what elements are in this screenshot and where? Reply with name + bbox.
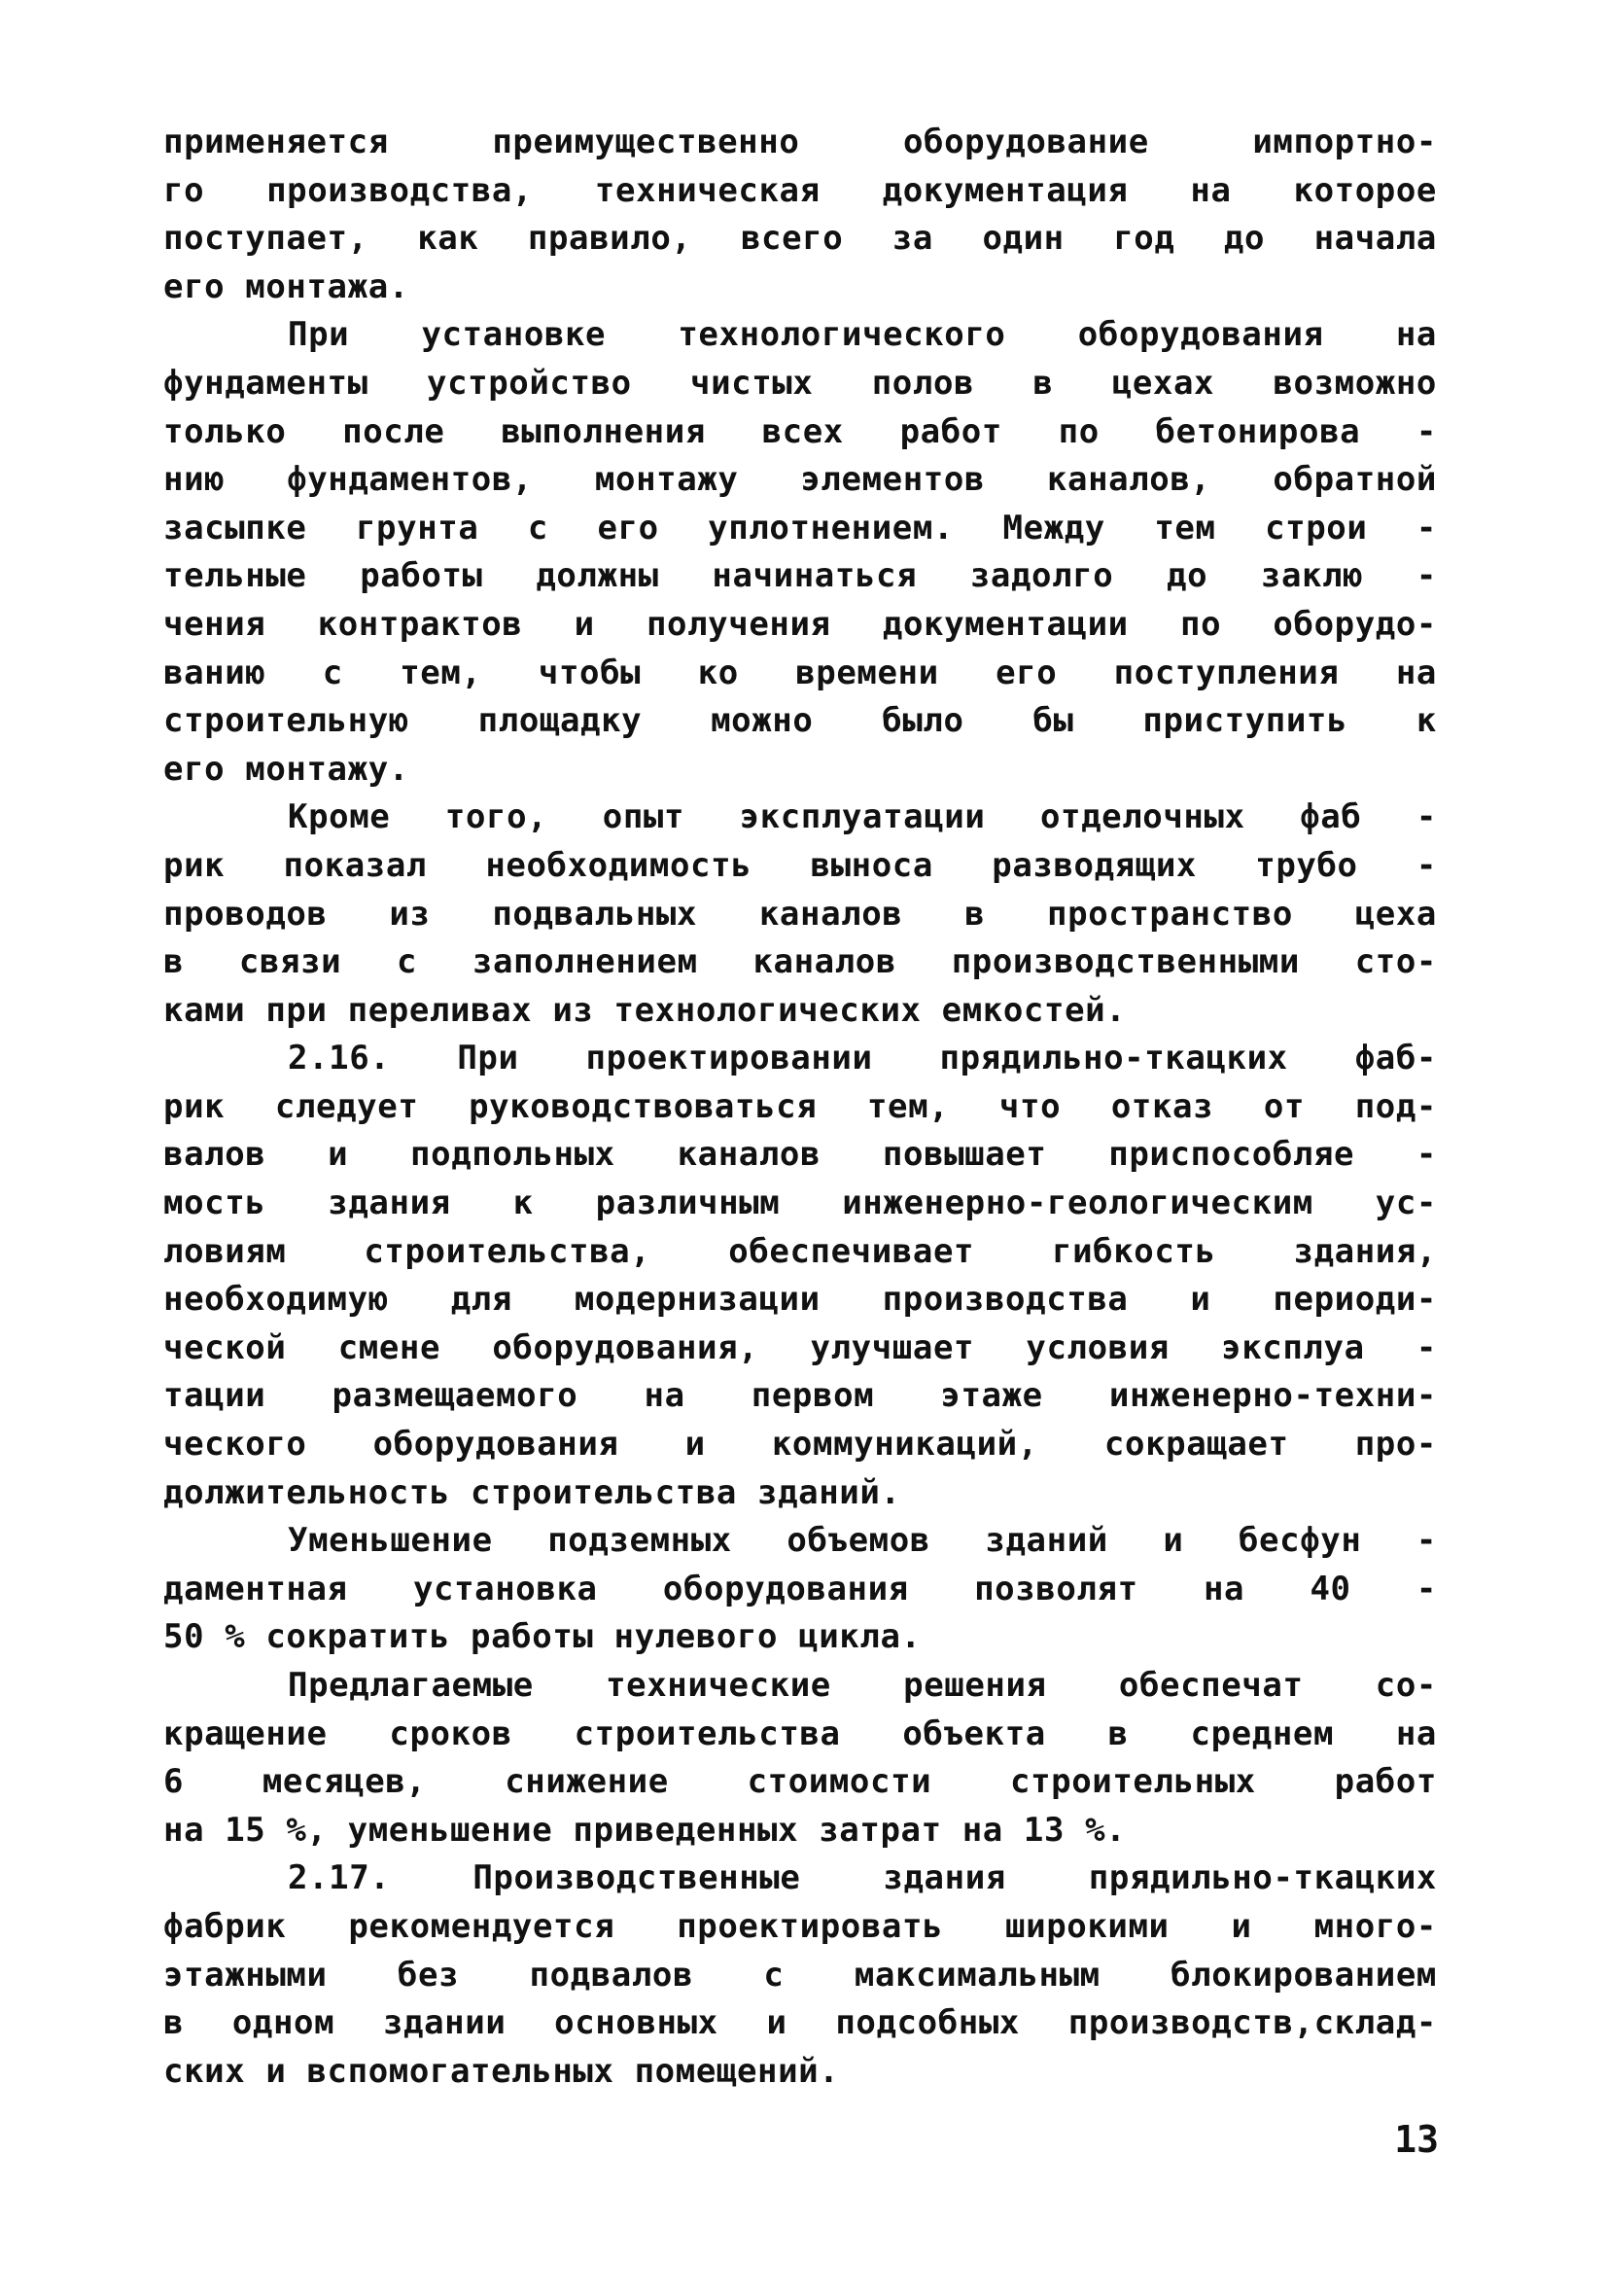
text-line: мость здания к различным инженерно-геологическим ус- xyxy=(163,1183,1437,1223)
text-line: ских и вспомогательных помещений. xyxy=(163,2051,840,2091)
text-line: в связи с заполнением каналов производственными сто- xyxy=(163,942,1437,982)
text-line: строительную площадку можно было бы приступить к xyxy=(163,701,1437,741)
page-number: 13 xyxy=(1394,2118,1439,2161)
text-line: засыпке грунта с его уплотнением. Между тем строи - xyxy=(163,508,1437,548)
text-line: кращение сроков строительства объекта в среднем на xyxy=(163,1713,1437,1753)
text-line: ванию с тем, чтобы ко времени его поступления на xyxy=(163,653,1437,692)
paragraph-first-line: Кроме того, опыт эксплуатации отделочных фаб - xyxy=(288,797,1437,837)
text-line: ловиям строительства, обеспечивает гибкость здания, xyxy=(163,1231,1437,1271)
text-line: должительность строительства зданий. xyxy=(163,1472,901,1512)
paragraph-first-line: При установке технологического оборудования на xyxy=(288,315,1437,355)
text-line: ками при переливах из технологических емкостей. xyxy=(163,990,1127,1030)
text-line: этажными без подвалов с максимальным блокированием xyxy=(163,1955,1437,1995)
text-line: фабрик рекомендуется проектировать широкими и много- xyxy=(163,1906,1437,1946)
text-line: тации размещаемого на первом этаже инженерно-техни- xyxy=(163,1376,1437,1416)
text-line: валов и подпольных каналов повышает приспособляе - xyxy=(163,1135,1437,1175)
text-line: фундаменты устройство чистых полов в цехах возможно xyxy=(163,363,1437,403)
paragraph-first-line: 2.17. Производственные здания прядильно-ткацких xyxy=(288,1858,1437,1898)
text-line: применяется преимущественно оборудование импортно- xyxy=(163,123,1437,161)
text-line: нию фундаментов, монтажу элементов каналов, обратной xyxy=(163,460,1437,500)
text-line: в одном здании основных и подсобных производств,склад- xyxy=(163,2003,1437,2043)
text-line: чения контрактов и получения документации по оборудо- xyxy=(163,604,1437,644)
paragraph-first-line: Предлагаемые технические решения обеспечат со- xyxy=(288,1666,1437,1705)
text-line: его монтажу. xyxy=(163,749,409,789)
text-line: ческой смене оборудования, улучшает условия эксплуа - xyxy=(163,1327,1437,1367)
text-line: проводов из подвальных каналов в пространство цеха xyxy=(163,894,1437,934)
text-line: его монтажа. xyxy=(163,266,409,306)
text-line: только после выполнения всех работ по бетонирова - xyxy=(163,411,1437,451)
paragraph-first-line: Уменьшение подземных объемов зданий и бесфун - xyxy=(288,1521,1437,1561)
text-line: го производства, техническая документация на которое xyxy=(163,170,1437,210)
text-line: рик следует руководствоваться тем, что отказ от под- xyxy=(163,1086,1437,1126)
text-line: поступает, как правило, всего за один год до начала xyxy=(163,219,1437,259)
text-line: 50 % сократить работы нулевого цикла. xyxy=(163,1617,922,1657)
text-line: 6 месяцев, снижение стоимости строительных работ xyxy=(163,1762,1437,1802)
text-line: даментная установка оборудования позволят на 40 - xyxy=(163,1569,1437,1608)
text-line: рик показал необходимость выноса разводящих трубо - xyxy=(163,845,1437,885)
text-line: ческого оборудования и коммуникаций, сокращает про- xyxy=(163,1425,1437,1465)
paragraph-first-line: 2.16. При проектировании прядильно-ткацких фаб- xyxy=(288,1039,1437,1078)
text-line: на 15 %, уменьшение приведенных затрат на 13 %. xyxy=(163,1810,1127,1850)
body-text xyxy=(163,119,1437,2096)
text-line: тельные работы должны начинаться задолго до заклю - xyxy=(163,556,1437,596)
text-line: необходимую для модернизации производства и периоди- xyxy=(163,1280,1437,1320)
